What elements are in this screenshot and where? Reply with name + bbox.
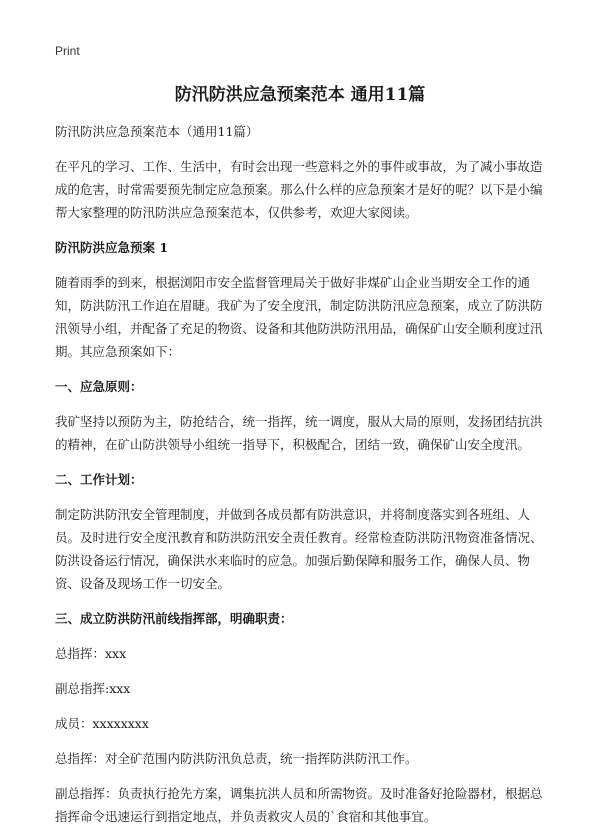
deputy-duty: 副总指挥：负责执行抢先方案，调集抗洪人员和所需物资。及时准备好抢险器材，根据总指挥命令迅速运行到指定地点，并负责救灾人员的`食宿和其他事宜。: [55, 786, 543, 824]
intro-paragraph: 在平凡的学习、工作、生活中，有时会出现一些意料之外的事件或事故，为了减小事故造成的危害，时常需要预先制定应急预案。那么什么样的应急预案才是好的呢？以下是小编帮大家整理的防汛防洪应急预案范本，仅供参考，欢迎大家阅读。: [55, 159, 543, 220]
commander-line: 总指挥：xxx: [55, 646, 127, 661]
commander-duty: 总指挥：对全矿范围内防洪防汛负总责，统一指挥防洪防汛工作。: [55, 751, 418, 766]
work-plan-paragraph: 制定防洪防汛安全管理制度，并做到各成员都有防洪意识，并将制度落实到各班组、人员。及时进行安全度汛教育和防洪防汛安全责任教育。经常检查防洪防汛物资准备情况、防洪设备运行情况，确保洪水来临时的应急。加强后勤保障和服务工作，确保人员、物资、设备及现场工作一切安全。: [55, 507, 543, 591]
members-line: 成员：xxxxxxxx: [55, 716, 149, 731]
document-subtitle: 防汛防洪应急预案范本（通用11篇）: [55, 124, 259, 139]
heading-work-plan: 二、工作计划：: [55, 472, 143, 487]
document-title: 防汛防洪应急预案范本 通用11篇: [174, 85, 426, 105]
section-title: 防汛防洪应急预案 1: [55, 240, 169, 255]
heading-command: 三、成立防洪防汛前线指挥部，明确职责：: [55, 611, 293, 626]
document-body: [55, 120, 550, 840]
heading-principles: 一、应急原则：: [55, 379, 143, 394]
section-body: 随着雨季的到来，根据浏阳市安全监督管理局关于做好非煤矿山企业当期安全工作的通知，防洪防汛工作迫在眉睫。我矿为了安全度汛，制定防洪防汛应急预案，成立了防洪防汛领导小组，并配备了充足的物资、设备和其他防洪防汛用品，确保矿山安全顺利度过汛期。其应急预案如下：: [55, 275, 543, 359]
print-label[interactable]: Print: [55, 44, 80, 58]
deputy-commander-line: 副总指挥:xxx: [55, 681, 131, 696]
principles-paragraph: 我矿坚持以预防为主，防抢结合，统一指挥，统一调度，服从大局的原则，发扬团结抗洪的精神，在矿山防洪领导小组统一指导下，积极配合，团结一致，确保矿山安全度汛。: [55, 414, 543, 452]
